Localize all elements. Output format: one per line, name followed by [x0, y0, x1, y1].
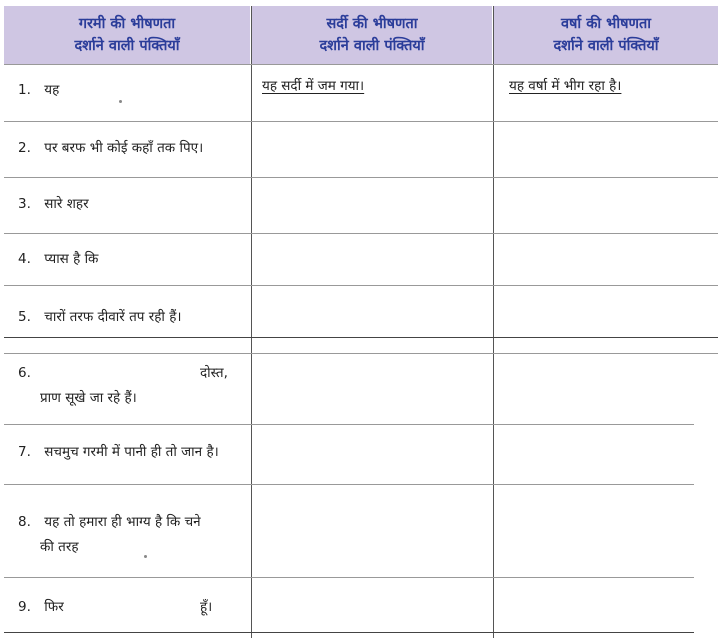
header-cold-lines	[252, 6, 492, 64]
row-text: यह	[44, 82, 60, 98]
row-divider	[4, 353, 718, 354]
row-divider	[4, 64, 718, 65]
row-text-part: यह तो हमारा ही भाग्य है कि चने	[44, 514, 201, 530]
row-number: 4.	[18, 251, 31, 267]
row-divider	[4, 337, 718, 338]
table-row	[18, 441, 219, 463]
column-divider-1	[251, 6, 252, 638]
table-row	[18, 596, 64, 618]
row-number: 3.	[18, 196, 31, 212]
row-text-part: की तरह	[40, 539, 79, 555]
table-row	[18, 137, 203, 159]
row-number: 6.	[18, 365, 31, 381]
table-row	[18, 193, 89, 215]
table-row	[18, 248, 98, 270]
column-divider-2	[493, 6, 494, 638]
table-row	[18, 79, 59, 101]
row-text: फिर	[44, 599, 64, 615]
row-text-part: दोस्त,	[200, 365, 228, 381]
row-text: प्यास है कि	[44, 251, 99, 267]
row-divider	[4, 632, 694, 633]
row-divider	[4, 577, 694, 578]
row-number: 1.	[18, 82, 31, 98]
header-rain-line2: दर्शाने वाली पंक्तियाँ	[553, 38, 659, 54]
row-text: सचमुच गरमी में पानी ही तो जान है।	[44, 444, 219, 460]
sample-answer-rain: यह वर्षा में भीग रहा है।	[509, 78, 622, 94]
table-row	[18, 511, 201, 533]
row-divider	[4, 424, 694, 425]
row-text-end: हूँ।	[200, 599, 213, 615]
blank-dot	[119, 100, 122, 103]
row-divider	[4, 285, 718, 286]
row-number: 5.	[18, 309, 31, 325]
row-number: 9.	[18, 599, 31, 615]
header-cold-line2: दर्शाने वाली पंक्तियाँ	[319, 38, 425, 54]
table-row	[18, 306, 182, 328]
header-rain-lines	[494, 6, 718, 64]
row-number: 7.	[18, 444, 31, 460]
row-divider	[4, 484, 694, 485]
header-rain-line1: वर्षा की भीषणता	[560, 16, 652, 32]
row-text-part: प्राण सूखे जा रहे हैं।	[40, 390, 137, 406]
row-divider	[4, 121, 718, 122]
blank-dot	[144, 555, 147, 558]
header-heat-lines	[4, 6, 250, 64]
header-cold-line1: सर्दी की भीषणता	[326, 16, 418, 32]
row-text: सारे शहर	[44, 196, 89, 212]
row-divider	[4, 177, 718, 178]
table-row-number	[18, 362, 40, 384]
row-divider	[4, 233, 718, 234]
row-text: पर बरफ भी कोई कहाँ तक पिए।	[44, 140, 204, 156]
sample-answer-cold: यह सर्दी में जम गया।	[262, 78, 365, 94]
row-number: 2.	[18, 140, 31, 156]
header-heat-line1: गरमी की भीषणता	[78, 16, 176, 32]
row-text: चारों तरफ दीवारें तप रही हैं।	[44, 309, 182, 325]
header-heat-line2: दर्शाने वाली पंक्तियाँ	[74, 38, 180, 54]
row-number: 8.	[18, 514, 31, 530]
